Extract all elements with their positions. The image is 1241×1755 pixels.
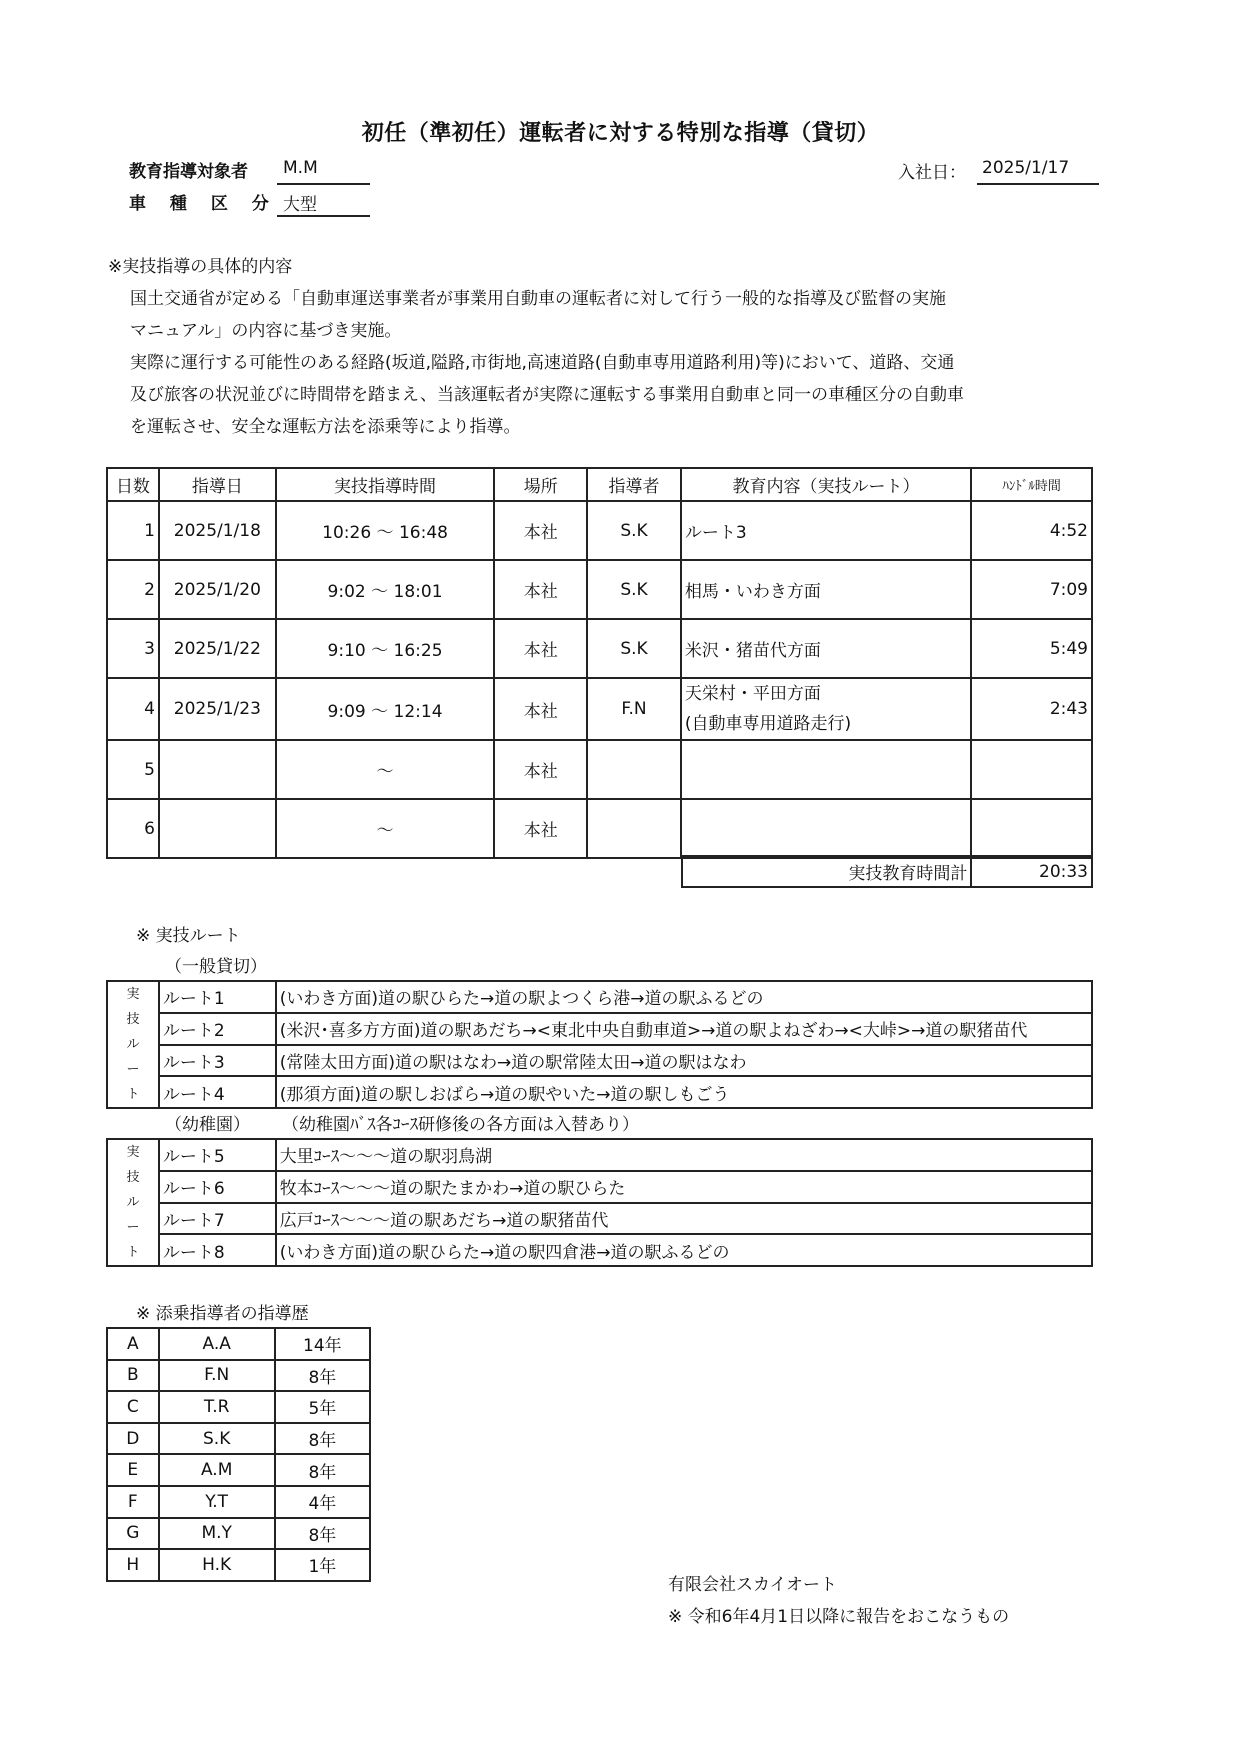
date-cell: 2025/1/18	[159, 501, 276, 560]
time-cell	[276, 560, 495, 619]
hire-date-value: 2025/1/17	[982, 158, 1070, 178]
place-cell: 本社	[494, 501, 587, 560]
start-time: 9:10	[327, 641, 366, 661]
instructor-cell: F.N	[587, 678, 681, 740]
handle-time-cell	[971, 740, 1092, 799]
name-cell: H.K	[159, 1549, 275, 1581]
day-cell: 5	[107, 740, 159, 799]
col-header-place: 場所	[494, 468, 587, 501]
years-cell: 5年	[275, 1391, 370, 1423]
years-cell: 8年	[275, 1423, 370, 1455]
hire-date-label: 入社日：	[898, 163, 966, 183]
handle-time-cell: 4:52	[971, 501, 1092, 560]
route-side-label	[107, 981, 159, 1108]
start-time: 9:09	[327, 701, 366, 722]
code-cell: B	[107, 1360, 159, 1392]
route-name: ルート4	[159, 1076, 276, 1108]
route-desc: (那須方面)道の駅しおばら→道の駅やいた→道の駅しもごう	[276, 1076, 1092, 1108]
route-desc: 大里ｺｰｽ～～～道の駅羽鳥湖	[276, 1139, 1092, 1171]
code-cell: C	[107, 1391, 159, 1423]
vehicle-label: 車 種 区 分	[129, 194, 278, 214]
content-heading: ※実技指導の具体的内容	[108, 257, 293, 277]
code-cell: A	[107, 1328, 159, 1360]
route-name: ルート6	[159, 1171, 276, 1203]
route-desc: 牧本ｺｰｽ～～～道の駅たまかわ→道の駅ひらた	[276, 1171, 1092, 1203]
table-row	[107, 560, 1092, 619]
place-cell: 本社	[494, 678, 587, 740]
end-time: 16:25	[393, 641, 443, 661]
trainee-underline	[277, 183, 370, 185]
years-cell: 8年	[275, 1454, 370, 1486]
total-row	[682, 856, 1092, 887]
routes-heading: ※ 実技ルート	[136, 926, 241, 946]
route-desc: (いわき方面)道の駅ひらた→道の駅四倉港→道の駅ふるどの	[276, 1234, 1092, 1266]
end-time: 18:01	[393, 582, 443, 602]
years-cell: 4年	[275, 1486, 370, 1518]
instructor-cell: S.K	[587, 501, 681, 560]
time-cell	[276, 799, 495, 858]
table-row	[107, 1171, 1092, 1203]
handle-time-cell: 7:09	[971, 560, 1092, 619]
table-row	[107, 1076, 1092, 1108]
table-row	[107, 1423, 370, 1455]
side-char: 技	[126, 1012, 140, 1027]
day-cell: 2	[107, 560, 159, 619]
table-row	[107, 1139, 1092, 1171]
handle-time-cell: 5:49	[971, 619, 1092, 678]
table-row	[107, 619, 1092, 678]
tilde: ～	[371, 582, 389, 602]
col-header-date: 指導日	[159, 468, 276, 501]
start-time: 9:02	[327, 582, 366, 602]
years-cell: 8年	[275, 1518, 370, 1550]
name-cell: A.M	[159, 1454, 275, 1486]
route-name: ルート7	[159, 1203, 276, 1235]
place-cell: 本社	[494, 799, 587, 858]
code-cell: E	[107, 1454, 159, 1486]
content-cell: ルート3	[681, 501, 971, 560]
instructor-table	[106, 1327, 371, 1582]
table-row	[107, 981, 1092, 1013]
start-time: 10:26	[322, 523, 372, 543]
col-header-time: 実技指導時間	[276, 468, 495, 501]
route-desc: (いわき方面)道の駅ひらた→道の駅よつくら港→道の駅ふるどの	[276, 981, 1092, 1013]
group2-note: （幼稚園ﾊﾞｽ各ｺｰｽ研修後の各方面は入替あり）	[282, 1115, 639, 1135]
instructor-cell: S.K	[587, 560, 681, 619]
name-cell: S.K	[159, 1423, 275, 1455]
col-header-handle-time: ﾊﾝﾄﾞﾙ時間	[971, 468, 1092, 501]
side-char: ト	[126, 1245, 140, 1260]
vehicle-value: 大型	[283, 195, 317, 215]
content-cell: 相馬・いわき方面	[681, 560, 971, 619]
date-cell: 2025/1/23	[159, 678, 276, 740]
years-cell: 1年	[275, 1549, 370, 1581]
content-line: を運転させ、安全な運転方法を添乗等により指導。	[130, 417, 521, 437]
tilde: ～	[371, 701, 389, 722]
time-cell	[276, 740, 495, 799]
date-cell	[159, 799, 276, 858]
col-header-instructor: 指導者	[587, 468, 681, 501]
place-cell: 本社	[494, 740, 587, 799]
tilde: ～	[376, 821, 394, 841]
table-row	[107, 1549, 370, 1581]
place-cell: 本社	[494, 619, 587, 678]
side-char: 実	[126, 987, 140, 1002]
tilde: ～	[376, 762, 394, 782]
day-cell: 3	[107, 619, 159, 678]
table-row	[107, 799, 1092, 858]
name-cell: M.Y	[159, 1518, 275, 1550]
side-char: ト	[126, 1087, 140, 1102]
date-cell: 2025/1/20	[159, 560, 276, 619]
company-name: 有限会社スカイオート	[668, 1575, 837, 1595]
handle-time-cell: 2:43	[971, 678, 1092, 740]
date-cell	[159, 740, 276, 799]
years-cell: 14年	[275, 1328, 370, 1360]
content-line-2: (自動車専用道路走行)	[684, 714, 852, 734]
tilde: ～	[371, 641, 389, 661]
table-row	[107, 740, 1092, 799]
route-name: ルート5	[159, 1139, 276, 1171]
name-cell: T.R	[159, 1391, 275, 1423]
schedule-table	[106, 467, 1093, 859]
group2-label: （幼稚園）	[165, 1115, 250, 1135]
side-char: ル	[126, 1195, 140, 1210]
time-cell	[276, 501, 495, 560]
table-row	[107, 1328, 370, 1360]
route-name: ルート2	[159, 1013, 276, 1045]
route-desc: 広戸ｺｰｽ～～～道の駅あだち→道の駅猪苗代	[276, 1203, 1092, 1235]
end-time: 16:48	[398, 523, 448, 543]
name-cell: F.N	[159, 1360, 275, 1392]
table-row	[107, 1518, 370, 1550]
total-label: 実技教育時間計	[682, 856, 971, 887]
route-side-label	[107, 1139, 159, 1266]
name-cell: Y.T	[159, 1486, 275, 1518]
table-row	[107, 501, 1092, 560]
route-table-general	[106, 980, 1093, 1109]
content-line: 及び旅客の状況並びに時間帯を踏まえ、当該運転者が実際に運転する事業用自動車と同一の車種区分の自動車	[130, 385, 965, 405]
total-table	[681, 855, 1093, 888]
instructors-heading: ※ 添乗指導者の指導歴	[136, 1304, 309, 1324]
route-name: ルート8	[159, 1234, 276, 1266]
side-char: 実	[126, 1145, 140, 1160]
time-cell	[276, 619, 495, 678]
end-time: 12:14	[393, 701, 443, 722]
total-value: 20:33	[971, 856, 1092, 887]
vehicle-underline	[277, 215, 370, 217]
table-row	[107, 1013, 1092, 1045]
group1-label: （一般貸切）	[165, 957, 267, 977]
col-header-day: 日数	[107, 468, 159, 501]
table-row	[107, 1486, 370, 1518]
table-row	[107, 1234, 1092, 1266]
side-char: ー	[126, 1062, 140, 1077]
trainee-label: 教育指導対象者	[129, 162, 248, 182]
hire-date-underline	[977, 183, 1099, 185]
content-cell	[681, 799, 971, 858]
handle-time-cell	[971, 799, 1092, 858]
date-cell: 2025/1/22	[159, 619, 276, 678]
content-line: マニュアル」の内容に基づき実施。	[130, 321, 402, 341]
document-title: 初任（準初任）運転者に対する特別な指導（貸切）	[361, 121, 880, 146]
code-cell: D	[107, 1423, 159, 1455]
content-line-1: 天栄村・平田方面	[684, 684, 821, 704]
day-cell: 4	[107, 678, 159, 740]
footer-note: ※ 令和6年4月1日以降に報告をおこなうもの	[668, 1607, 1010, 1627]
col-header-content: 教育内容（実技ルート）	[681, 468, 971, 501]
trainee-value: M.M	[283, 158, 318, 178]
side-char: 技	[126, 1170, 140, 1185]
schedule-header-row	[107, 468, 1092, 501]
content-cell	[681, 740, 971, 799]
table-row	[107, 1203, 1092, 1235]
table-row	[107, 1454, 370, 1486]
instructor-cell: S.K	[587, 619, 681, 678]
route-name: ルート1	[159, 981, 276, 1013]
content-cell	[681, 678, 971, 740]
route-name: ルート3	[159, 1045, 276, 1077]
tilde: ～	[376, 523, 394, 543]
content-cell: 米沢・猪苗代方面	[681, 619, 971, 678]
content-line: 国土交通省が定める「自動車運送事業者が事業用自動車の運転者に対して行う一般的な指導及び監督の実施	[130, 289, 946, 309]
route-desc: (米沢･喜多方方面)道の駅あだち→<東北中央自動車道>→道の駅よねざわ→<大峠>→道の駅猪苗代	[276, 1013, 1092, 1045]
day-cell: 1	[107, 501, 159, 560]
instructor-cell	[587, 799, 681, 858]
place-cell: 本社	[494, 560, 587, 619]
route-table-kindergarten	[106, 1138, 1093, 1267]
content-line: 実際に運行する可能性のある経路(坂道,隘路,市街地,高速道路(自動車専用道路利用)等)において、道路、交通	[130, 353, 955, 373]
side-char: ル	[126, 1037, 140, 1052]
code-cell: G	[107, 1518, 159, 1550]
instructor-cell	[587, 740, 681, 799]
side-char: ー	[126, 1220, 140, 1235]
years-cell: 8年	[275, 1360, 370, 1392]
route-desc: (常陸太田方面)道の駅はなわ→道の駅常陸太田→道の駅はなわ	[276, 1045, 1092, 1077]
table-row	[107, 678, 1092, 740]
code-cell: H	[107, 1549, 159, 1581]
time-cell	[276, 678, 495, 740]
table-row	[107, 1045, 1092, 1077]
table-row	[107, 1391, 370, 1423]
name-cell: A.A	[159, 1328, 275, 1360]
day-cell: 6	[107, 799, 159, 858]
code-cell: F	[107, 1486, 159, 1518]
table-row	[107, 1360, 370, 1392]
